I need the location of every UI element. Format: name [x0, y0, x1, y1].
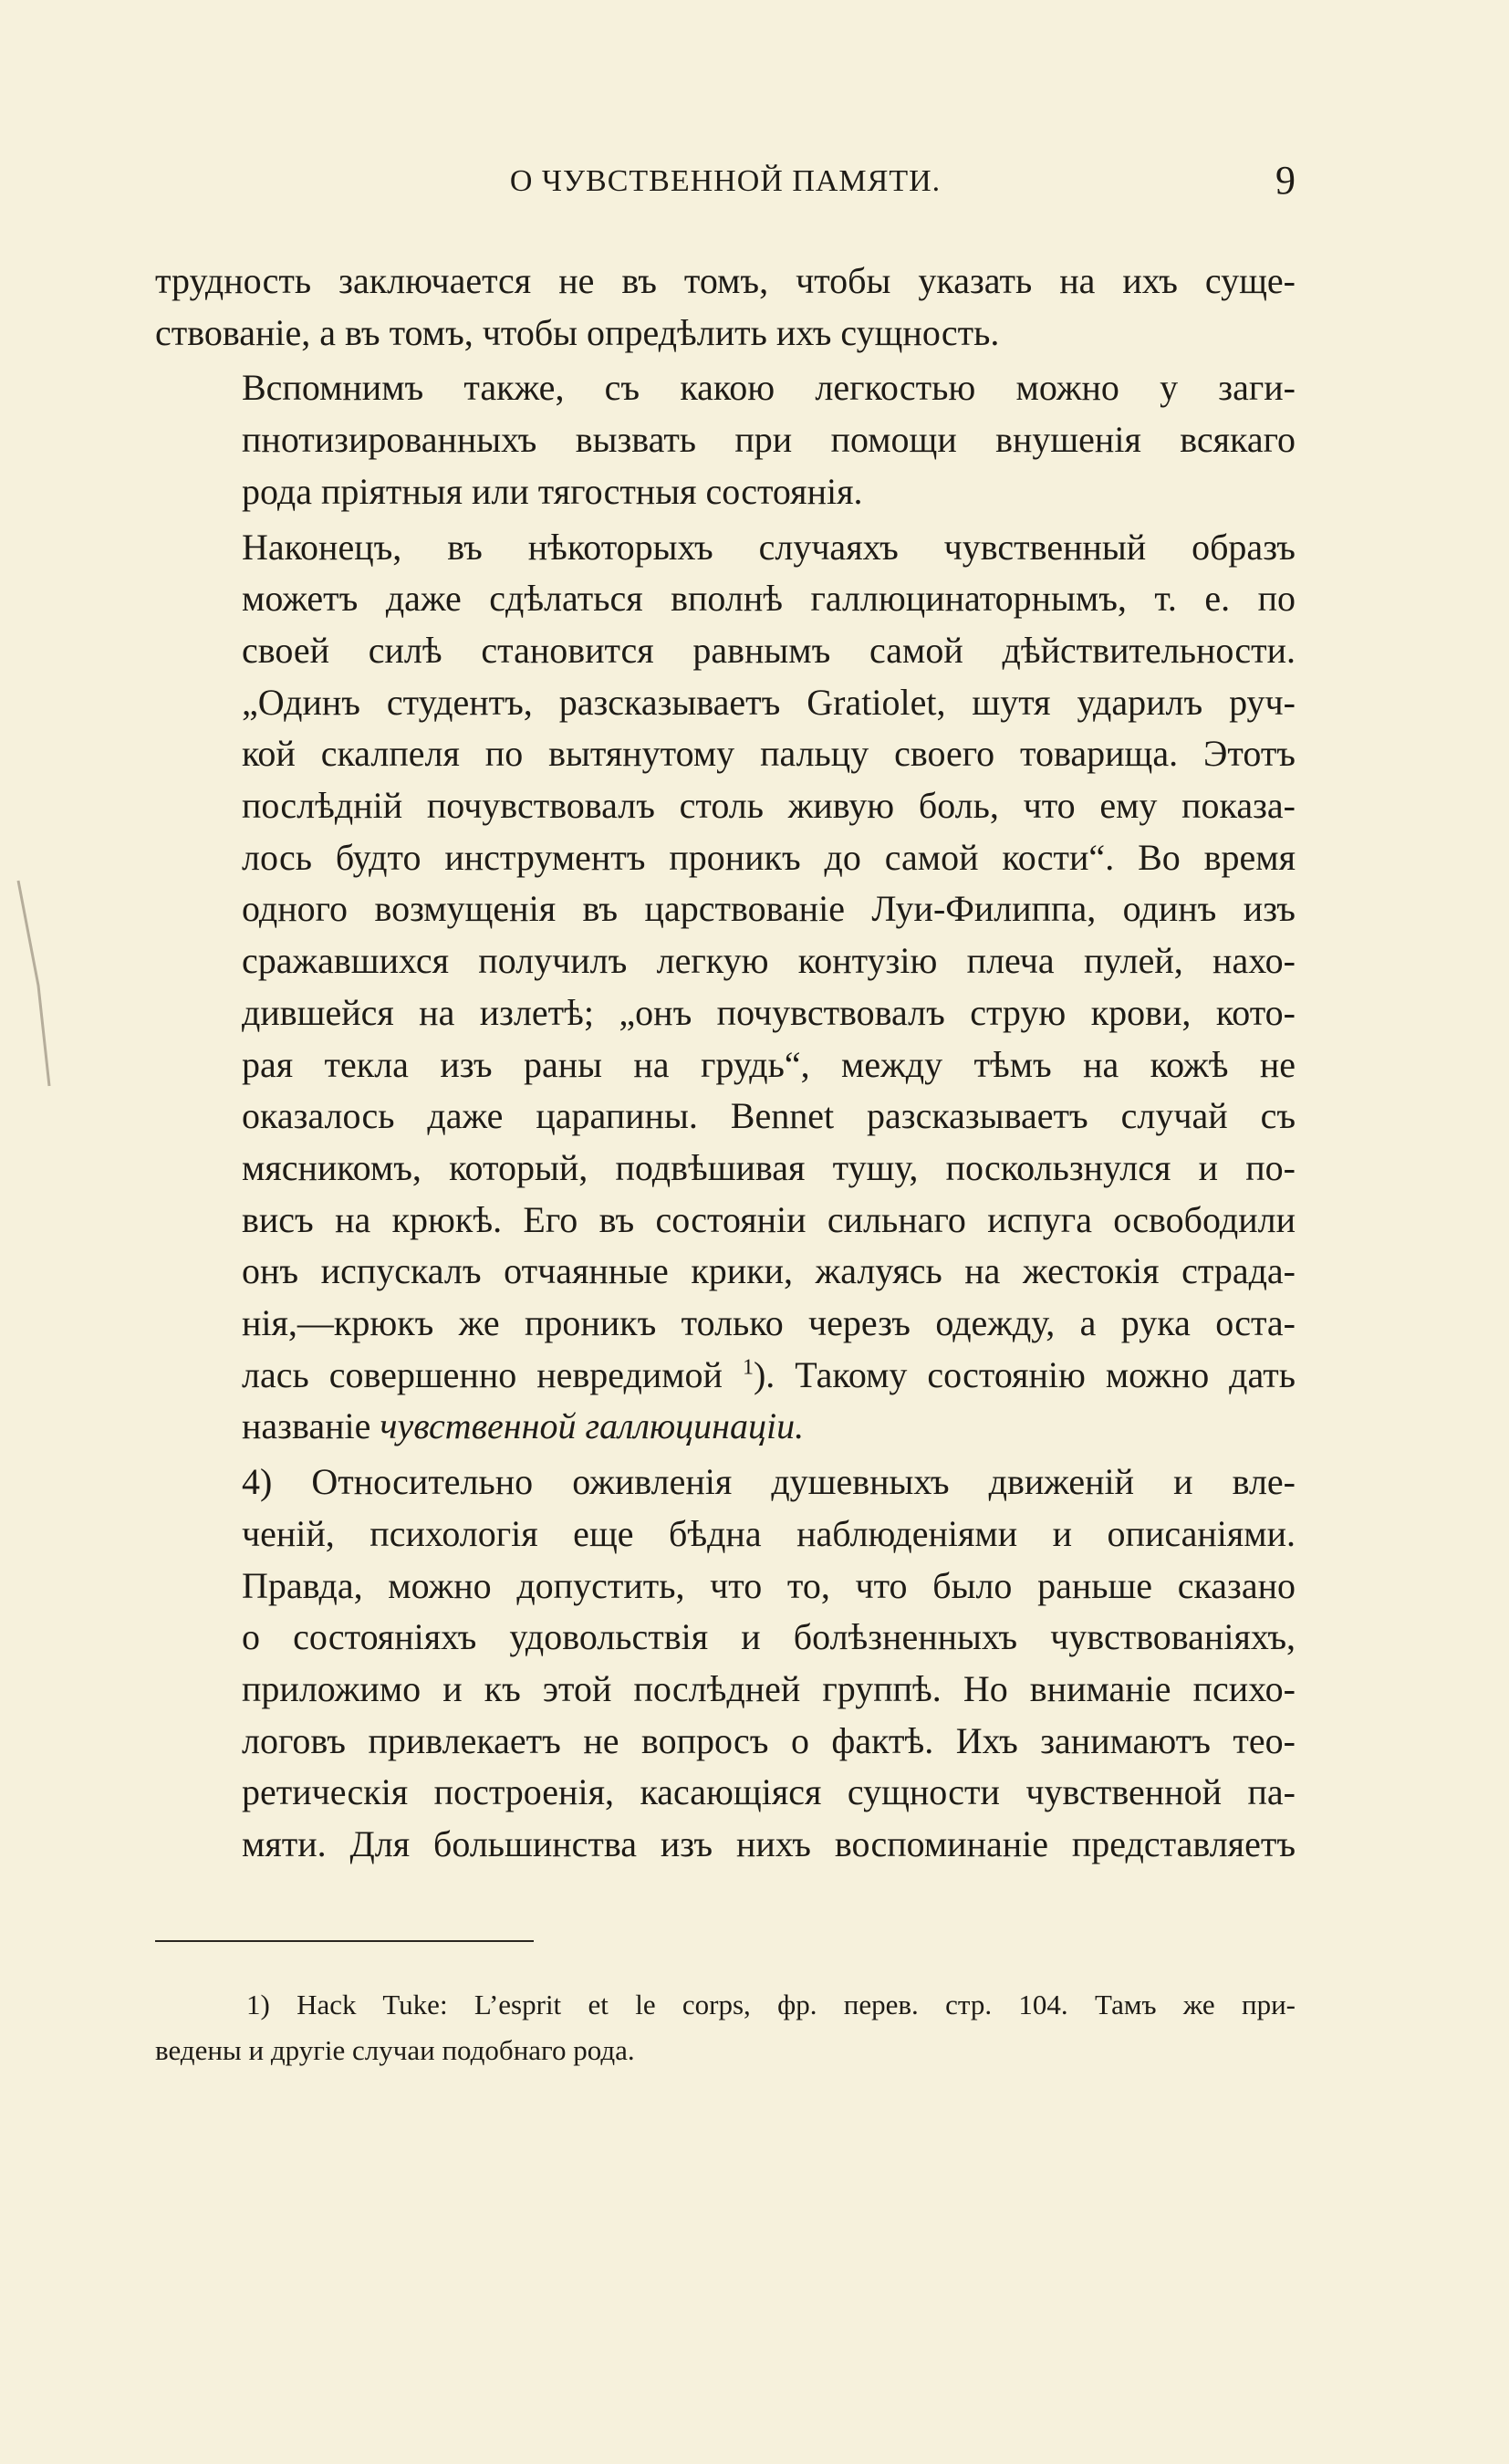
text-line: ствованіе, а въ томъ, чтобы опредѣлить ихъ сущность.: [155, 311, 1000, 353]
footnote-rule: [155, 1940, 534, 1942]
footnote-line: [155, 1982, 1296, 2028]
text-line: трудность заключается не въ томъ, чтобы указать на ихъ суще-: [155, 260, 1296, 301]
text-line: ретическія построенія, касающіяся сущности чувственной па-: [242, 1771, 1296, 1813]
paragraph-4: [155, 1456, 1296, 1871]
text-line: логовъ привлекаетъ не вопросъ о фактѣ. Ихъ занимаютъ тео-: [242, 1719, 1296, 1761]
text-line: своей силѣ становится равнымъ самой дѣйствительности.: [242, 629, 1296, 671]
paragraph-1: [155, 256, 1296, 359]
text-line: Правда, можно допустить, что то, что было раньше сказано: [242, 1564, 1296, 1606]
text-line: мяти. Для большинства изъ нихъ воспоминаніе представляетъ: [242, 1823, 1296, 1865]
footnote-marker: 1: [246, 1989, 261, 2020]
text-line: рода пріятныя или тягостныя состоянія.: [242, 470, 863, 512]
text-segment: названіе: [242, 1405, 380, 1447]
text-line: послѣдній почувствовалъ столь живую боль, что ему показа-: [242, 785, 1296, 827]
paragraph-2: [155, 362, 1296, 517]
text-line: дившейся на излетѣ; „онъ почувствовалъ струю крови, кото-: [242, 991, 1296, 1033]
page-header: [155, 157, 1296, 212]
footnote: [155, 1982, 1296, 2073]
text-segment: ) Hack Tuke: L’esprit et le corps, фр. перев. стр. 104. Тамъ же при-: [260, 1989, 1296, 2020]
text-line: [155, 1401, 1296, 1453]
text-line: оказалось даже царапины. Bennet разсказываетъ случай съ: [242, 1095, 1296, 1137]
text-line: висъ на крюкѣ. Его въ состояніи сильнаго испуга освободили: [242, 1198, 1296, 1240]
text-segment: лась совершенно невредимой: [242, 1353, 743, 1395]
text-line: онъ испускалъ отчаянные крики, жалуясь на жестокія страда-: [242, 1250, 1296, 1292]
text-line: 4) Относительно оживленія душевныхъ движеній и вле-: [242, 1461, 1296, 1503]
text-line: ченій, психологія еще бѣдна наблюденіями и описаніями.: [242, 1512, 1296, 1554]
text-line-with-footnote-ref: [155, 1350, 1296, 1402]
text-line: одного возмущенія въ царствованіе Луи-Филиппа, одинъ изъ: [242, 888, 1296, 930]
margin-pencil-mark: [11, 876, 66, 1104]
text-line: приложимо и къ этой послѣдней группѣ. Но вниманіе психо-: [242, 1667, 1296, 1709]
text-line: рая текла изъ раны на грудь“, между тѣмъ на кожѣ не: [242, 1043, 1296, 1085]
text-line: мясникомъ, который, подвѣшивая тушу, поскользнулся и по-: [242, 1146, 1296, 1188]
text-line: сражавшихся получилъ легкую контузію плеча пулей, нахо-: [242, 940, 1296, 982]
running-title: О ЧУВСТВЕННОЙ ПАМЯТИ.: [509, 164, 942, 198]
text-line: Наконецъ, въ нѣкоторыхъ случаяхъ чувственный образъ: [242, 526, 1296, 568]
footnote-reference[interactable]: 1: [742, 1355, 754, 1380]
page-number: 9: [1275, 158, 1296, 203]
footnote-line: ведены и другіе случаи подобнаго рода.: [155, 2034, 635, 2066]
text-segment: ). Такому состоянію можно дать: [753, 1353, 1296, 1395]
text-line: можетъ даже сдѣлаться вполнѣ галлюцинаторнымъ, т. е. по: [242, 578, 1296, 620]
paragraph-3: [155, 522, 1296, 1454]
text-line: „Одинъ студентъ, разсказываетъ Gratiolet, шутя ударилъ руч-: [242, 681, 1296, 723]
body-text: [155, 256, 1296, 1874]
text-line: пнотизированныхъ вызвать при помощи внушенія всякаго: [242, 419, 1296, 461]
text-line: кой скалпеля по вытянутому пальцу своего товарища. Этотъ: [242, 733, 1296, 775]
text-line: о состояніяхъ удовольствія и болѣзненныхъ чувствованіяхъ,: [242, 1616, 1296, 1658]
text-line: Вспомнимъ также, съ какою легкостью можно у заги-: [242, 367, 1296, 409]
emphasized-term: чувственной галлюцинаціи.: [380, 1405, 805, 1447]
text-line: нія,—крюкъ же проникъ только черезъ одежду, а рука оста-: [242, 1302, 1296, 1344]
text-line: лось будто инструментъ проникъ до самой кости“. Во время: [242, 836, 1296, 878]
